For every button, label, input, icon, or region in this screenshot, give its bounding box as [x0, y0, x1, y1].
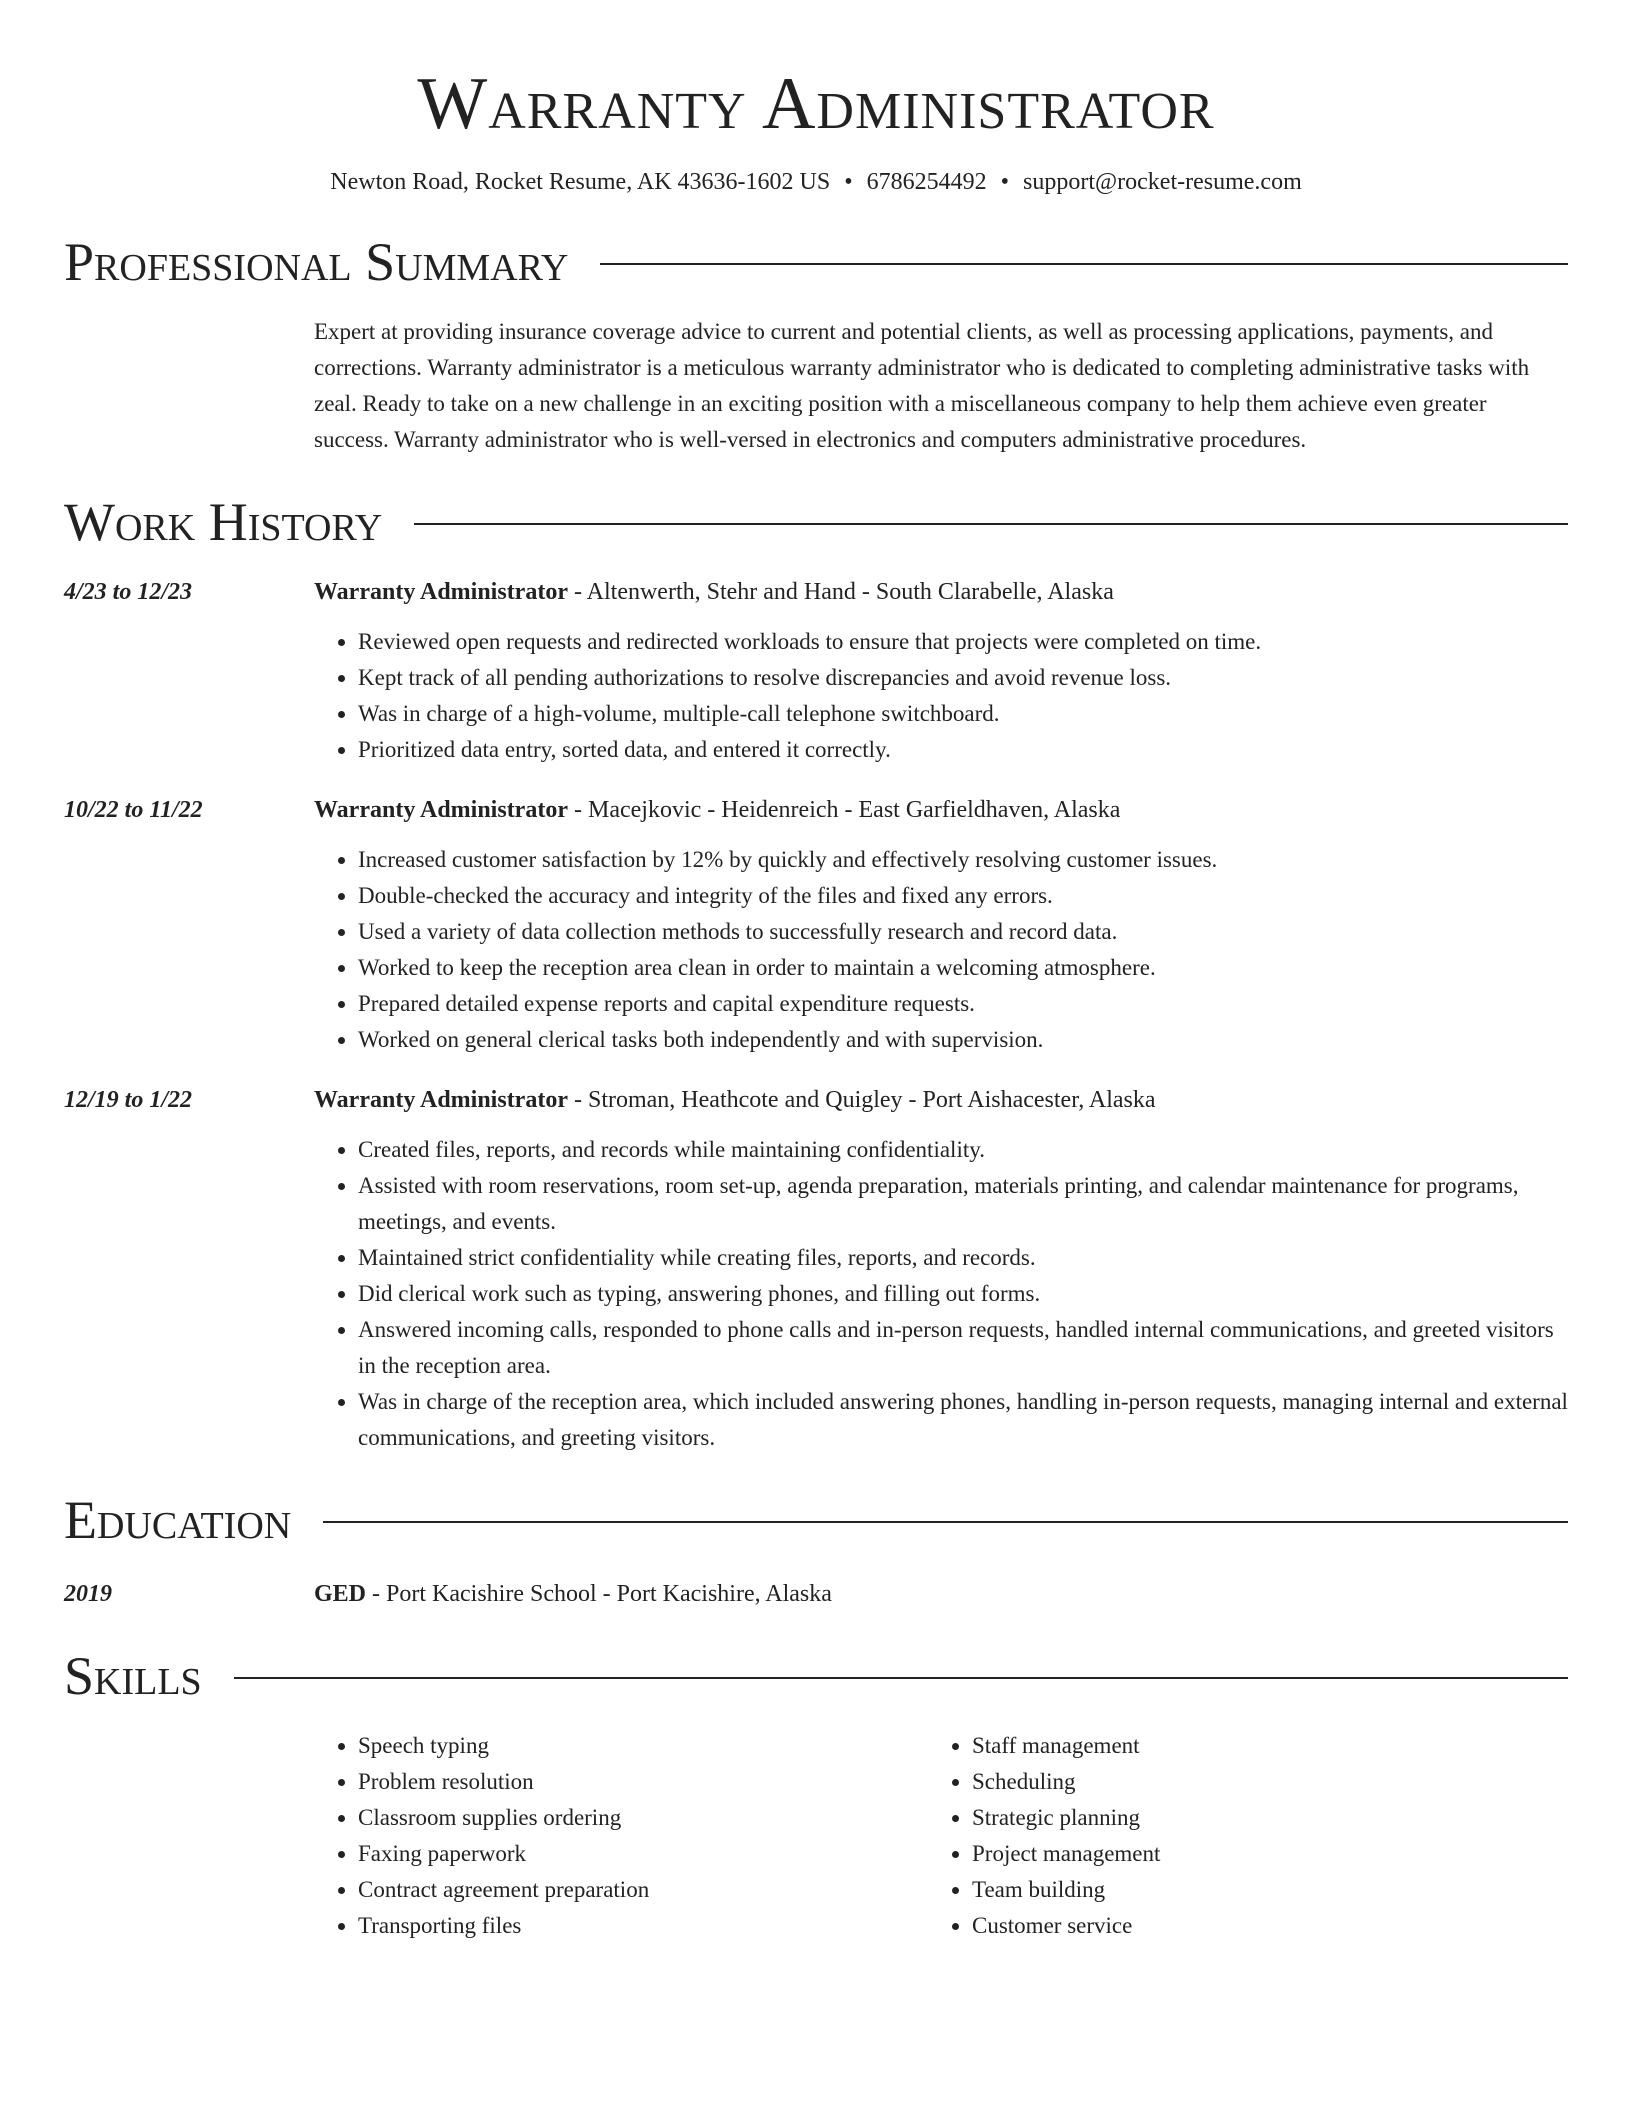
- job-employer: - Altenwerth, Stehr and Hand - South Clarabelle, Alaska: [567, 579, 1114, 605]
- job-body: [314, 792, 1568, 1058]
- job-bullets: [314, 1132, 1568, 1456]
- education-school: - Port Kacishire School - Port Kacishire, Alaska: [366, 1581, 832, 1607]
- skill-item: • Team building: [972, 1872, 1542, 1908]
- job-entry: [64, 792, 1568, 1058]
- job-bullet: • Increased customer satisfaction by 12% by quickly and effectively resolving customer issues.: [358, 842, 1568, 878]
- job-role: Warranty Administrator: [314, 1087, 568, 1113]
- job-role: Warranty Administrator: [314, 579, 568, 605]
- skill-item: • Faxing paperwork: [358, 1836, 928, 1872]
- job-role: Warranty Administrator: [314, 797, 568, 823]
- education-entry: [64, 1576, 1568, 1612]
- education-section-title: Education: [64, 1490, 292, 1550]
- job-bullets: [314, 842, 1568, 1058]
- skill-item: • Scheduling: [972, 1764, 1542, 1800]
- job-bullet: • Assisted with room reservations, room set-up, agenda preparation, materials printing, and calendar maintenance for programs, meetings, and events.: [358, 1168, 1568, 1240]
- summary-section-heading: [64, 232, 1568, 292]
- job-employer: - Macejkovic - Heidenreich - East Garfieldhaven, Alaska: [567, 797, 1121, 823]
- education-year: 2019: [64, 1581, 112, 1607]
- contact-email: support@rocket-resume.com: [1023, 169, 1302, 195]
- job-bullet: • Did clerical work such as typing, answering phones, and filling out forms.: [358, 1276, 1568, 1312]
- summary-text: Expert at providing insurance coverage advice to current and potential clients, as well as processing applications, payments, and corrections. Warranty administrator is a meticulous warranty administrator who is dedicated to completing administrative tasks with zeal. Ready to take on a new challenge in an exciting position with a miscellaneous company to help them achieve even greater success. Warranty administrator who is well-versed in electronics and computers administrative procedures.: [314, 319, 1530, 452]
- skill-item: • Project management: [972, 1836, 1542, 1872]
- job-body: [314, 1082, 1568, 1456]
- job-bullet: • Answered incoming calls, responded to phone calls and in-person requests, handled internal communications, and greeted visitors in the reception area.: [358, 1312, 1568, 1384]
- job-entry: [64, 574, 1568, 768]
- job-dates: 10/22 to 11/22: [64, 797, 203, 823]
- section-divider: [323, 1521, 1568, 1523]
- job-employer: - Stroman, Heathcote and Quigley - Port Aishacester, Alaska: [567, 1087, 1156, 1113]
- section-divider: [414, 523, 1568, 525]
- job-bullet: • Was in charge of the reception area, which included answering phones, handling in-person requests, managing internal and external communications, and greeting visitors.: [358, 1384, 1568, 1456]
- job-bullet: • Worked to keep the reception area clean in order to maintain a welcoming atmosphere.: [358, 950, 1568, 986]
- job-body: [314, 574, 1568, 768]
- skills-section-title: Skills: [64, 1646, 202, 1706]
- summary-section-title: Professional Summary: [64, 232, 569, 292]
- job-bullet: • Double-checked the accuracy and integrity of the files and fixed any errors.: [358, 878, 1568, 914]
- job-bullet: • Worked on general clerical tasks both independently and with supervision.: [358, 1022, 1568, 1058]
- job-bullet: • Reviewed open requests and redirected workloads to ensure that projects were completed on time.: [358, 624, 1568, 660]
- education-line: [314, 1576, 832, 1612]
- work-section-heading: [64, 492, 1568, 552]
- job-bullet: • Was in charge of a high-volume, multiple-call telephone switchboard.: [358, 696, 1568, 732]
- job-dates: 4/23 to 12/23: [64, 579, 193, 605]
- contact-phone: 6786254492: [866, 169, 987, 195]
- contact-address: Newton Road, Rocket Resume, AK 43636-1602 US: [330, 169, 831, 195]
- skill-item: • Strategic planning: [972, 1800, 1542, 1836]
- job-dates: 12/19 to 1/22: [64, 1087, 193, 1113]
- job-title-line: [314, 574, 1568, 610]
- skill-item: • Customer service: [972, 1908, 1542, 1944]
- job-bullet: • Prepared detailed expense reports and capital expenditure requests.: [358, 986, 1568, 1022]
- skills-column-right: [928, 1728, 1542, 1944]
- education-degree: GED: [314, 1581, 367, 1607]
- skill-item: • Speech typing: [358, 1728, 928, 1764]
- skills-column-left: [314, 1728, 928, 1944]
- skill-item: • Transporting files: [358, 1908, 928, 1944]
- skill-item: • Staff management: [972, 1728, 1542, 1764]
- skill-item: • Problem resolution: [358, 1764, 928, 1800]
- job-bullet: • Maintained strict confidentiality while creating files, reports, and records.: [358, 1240, 1568, 1276]
- job-bullets: [314, 624, 1568, 768]
- job-entry: [64, 1082, 1568, 1456]
- job-bullet: • Kept track of all pending authorizations to resolve discrepancies and avoid revenue loss.: [358, 660, 1568, 696]
- job-title-line: [314, 1082, 1568, 1118]
- contact-line: [64, 166, 1568, 198]
- job-bullet: • Used a variety of data collection methods to successfully research and record data.: [358, 914, 1568, 950]
- skill-item: • Contract agreement preparation: [358, 1872, 928, 1908]
- section-divider: [600, 263, 1568, 265]
- skills-section-heading: [64, 1646, 1568, 1706]
- job-bullet: • Prioritized data entry, sorted data, and entered it correctly.: [358, 732, 1568, 768]
- job-bullet: • Created files, reports, and records while maintaining confidentiality.: [358, 1132, 1568, 1168]
- skills-list: [314, 1728, 1568, 1944]
- contact-separator: •: [844, 169, 853, 195]
- job-title-line: [314, 792, 1568, 828]
- work-section-title: Work History: [64, 492, 383, 552]
- section-divider: [234, 1677, 1568, 1679]
- education-section-heading: [64, 1490, 1568, 1550]
- candidate-name: Warranty Administrator: [417, 63, 1215, 145]
- contact-separator: •: [1000, 169, 1010, 195]
- skill-item: • Classroom supplies ordering: [358, 1800, 928, 1836]
